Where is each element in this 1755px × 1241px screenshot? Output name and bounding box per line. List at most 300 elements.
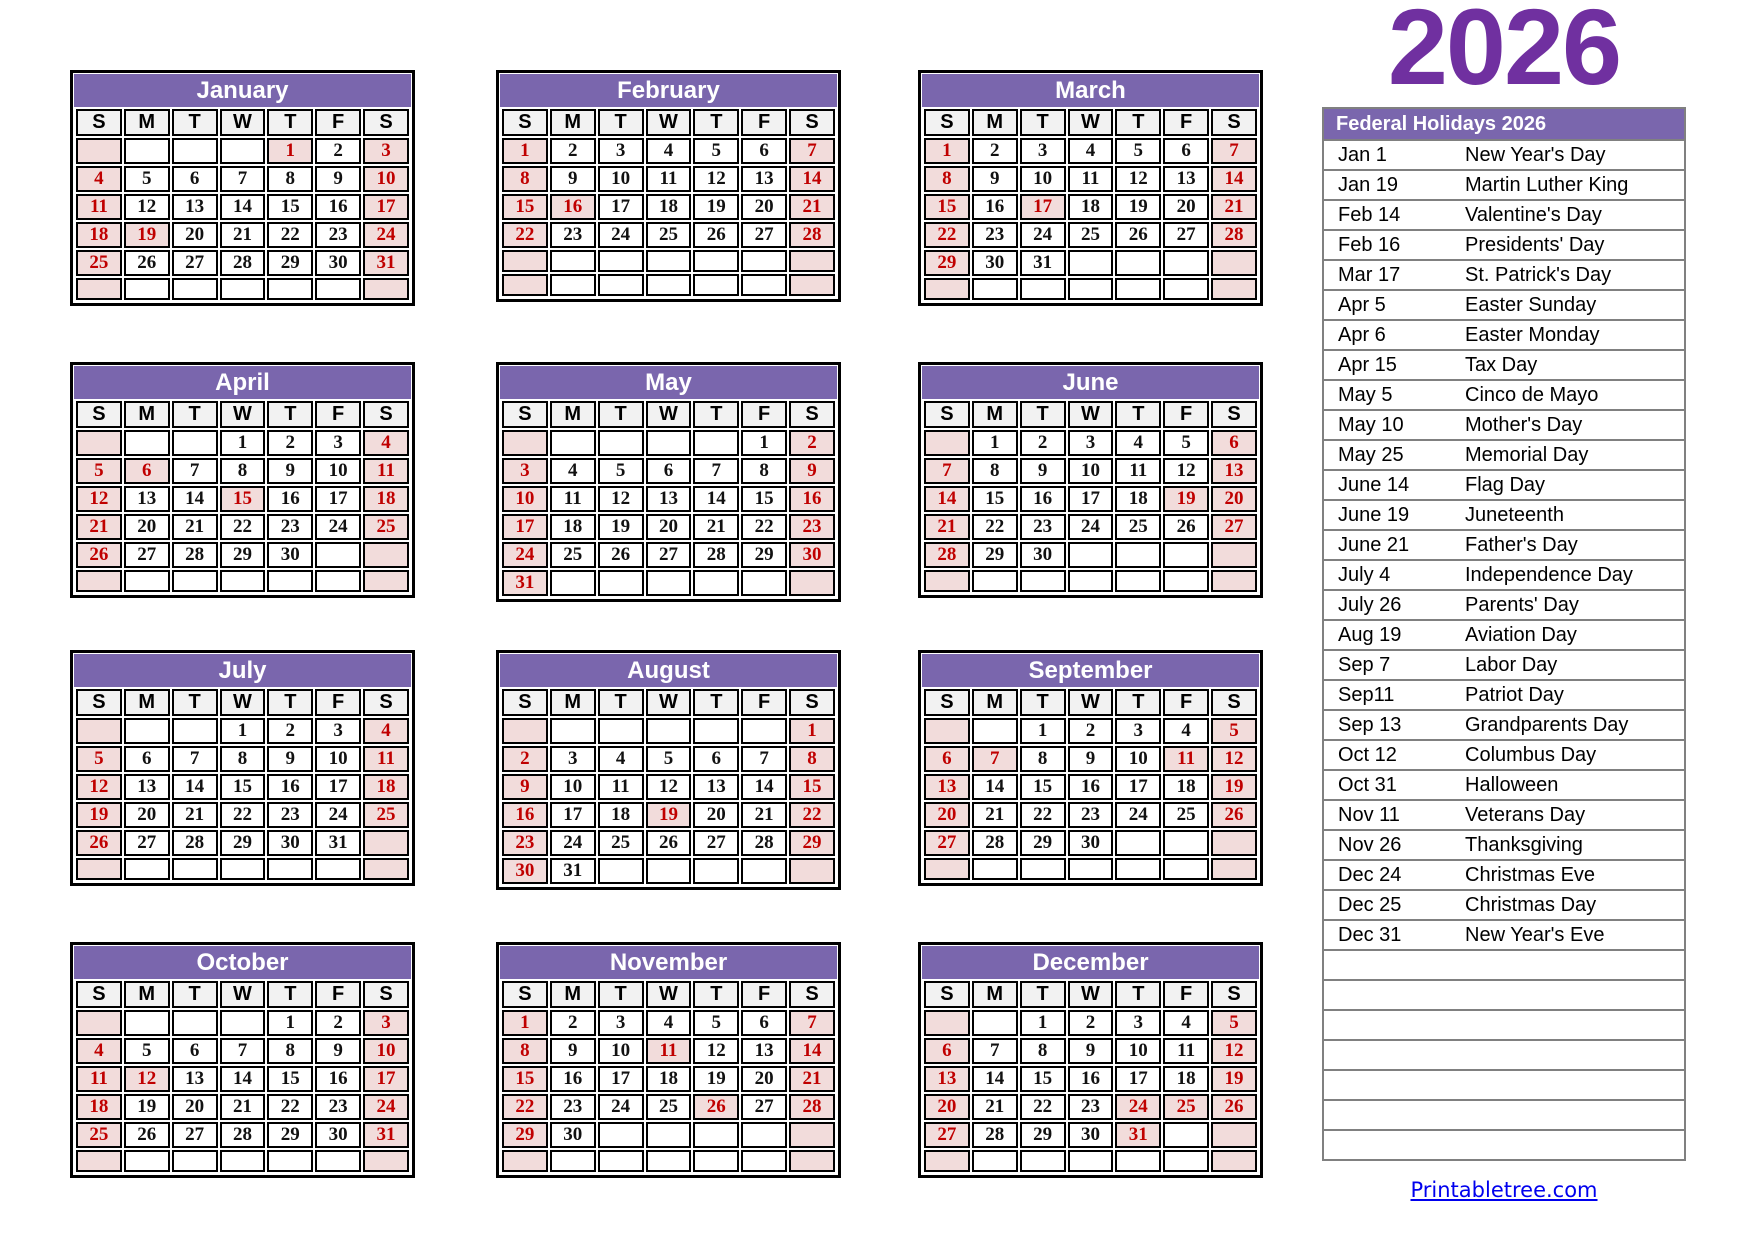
- day-cell: 13: [172, 194, 218, 220]
- empty-cell: [1451, 980, 1685, 1010]
- day-cell: 24: [363, 1094, 409, 1120]
- day-cell: 13: [646, 486, 692, 512]
- day-cell: 14: [972, 1066, 1018, 1092]
- empty-day-cell: [1068, 570, 1114, 592]
- month-title: June: [922, 366, 1259, 399]
- holiday-name: Columbus Day: [1451, 740, 1685, 770]
- empty-day-cell: [789, 858, 835, 884]
- empty-day-cell: [267, 278, 313, 300]
- holiday-name: Independence Day: [1451, 560, 1685, 590]
- day-cell: 9: [550, 1038, 596, 1064]
- day-cell: 14: [972, 774, 1018, 800]
- empty-day-cell: [789, 570, 835, 596]
- day-cell: 10: [363, 166, 409, 192]
- day-cell: 20: [1211, 486, 1257, 512]
- empty-day-cell: [1163, 830, 1209, 856]
- day-cell: 19: [1163, 486, 1209, 512]
- day-cell: 24: [598, 222, 644, 248]
- holiday-row: [1323, 890, 1685, 920]
- day-cell: 27: [172, 1122, 218, 1148]
- weekday-header: W: [646, 689, 692, 716]
- empty-cell: [1451, 1040, 1685, 1070]
- day-cell: 2: [267, 718, 313, 744]
- weekday-header-row: [502, 689, 835, 716]
- empty-day-cell: [1211, 278, 1257, 300]
- holiday-date: Sep 13: [1323, 710, 1451, 740]
- weekday-header: T: [598, 981, 644, 1008]
- day-cell: 15: [267, 1066, 313, 1092]
- day-cell: 2: [972, 138, 1018, 164]
- empty-day-cell: [172, 278, 218, 300]
- holiday-row: [1323, 800, 1685, 830]
- empty-cell: [1323, 1130, 1451, 1160]
- holiday-empty-row: [1323, 1130, 1685, 1160]
- day-cell: 4: [598, 746, 644, 772]
- week-row: [76, 830, 409, 856]
- day-cell: 27: [124, 542, 170, 568]
- empty-day-cell: [76, 1150, 122, 1172]
- week-row: [924, 1038, 1257, 1064]
- day-cell: 23: [267, 514, 313, 540]
- day-cell: 28: [789, 222, 835, 248]
- week-row: [924, 570, 1257, 592]
- day-cell: 8: [789, 746, 835, 772]
- day-cell: 2: [1020, 430, 1066, 456]
- month-grid: [922, 687, 1259, 882]
- holiday-row: [1323, 590, 1685, 620]
- empty-day-cell: [972, 1150, 1018, 1172]
- day-cell: 13: [924, 774, 970, 800]
- empty-day-cell: [220, 570, 266, 592]
- holiday-name: Juneteenth: [1451, 500, 1685, 530]
- weekday-header: W: [220, 689, 266, 716]
- month-grid: [500, 399, 837, 598]
- empty-day-cell: [1068, 858, 1114, 880]
- weekday-header: S: [789, 401, 835, 428]
- day-cell: 24: [1115, 802, 1161, 828]
- empty-day-cell: [1020, 278, 1066, 300]
- holiday-name: New Year's Day: [1451, 140, 1685, 170]
- weekday-header: T: [693, 689, 739, 716]
- empty-day-cell: [1020, 570, 1066, 592]
- day-cell: 24: [363, 222, 409, 248]
- day-cell: 26: [646, 830, 692, 856]
- week-row: [76, 542, 409, 568]
- day-cell: 12: [1163, 458, 1209, 484]
- holiday-row: [1323, 770, 1685, 800]
- month-grid: [500, 107, 837, 298]
- holiday-row: [1323, 470, 1685, 500]
- day-cell: 10: [1115, 746, 1161, 772]
- day-cell: 31: [363, 1122, 409, 1148]
- day-cell: 24: [1068, 514, 1114, 540]
- day-cell: 23: [315, 1094, 361, 1120]
- day-cell: 18: [646, 194, 692, 220]
- day-cell: 13: [172, 1066, 218, 1092]
- week-row: [502, 1122, 835, 1148]
- day-cell: 20: [924, 802, 970, 828]
- empty-day-cell: [972, 278, 1018, 300]
- holiday-row: [1323, 440, 1685, 470]
- day-cell: 14: [789, 166, 835, 192]
- week-row: [502, 166, 835, 192]
- weekday-header: T: [1115, 401, 1161, 428]
- empty-day-cell: [1163, 858, 1209, 880]
- week-row: [924, 194, 1257, 220]
- holiday-row: [1323, 830, 1685, 860]
- month-title: March: [922, 74, 1259, 107]
- empty-day-cell: [76, 430, 122, 456]
- holiday-row: [1323, 200, 1685, 230]
- month-panel-december: [918, 942, 1263, 1178]
- day-cell: 4: [76, 1038, 122, 1064]
- day-cell: 1: [972, 430, 1018, 456]
- day-cell: 25: [598, 830, 644, 856]
- day-cell: 21: [693, 514, 739, 540]
- day-cell: 26: [693, 222, 739, 248]
- week-row: [502, 718, 835, 744]
- day-cell: 1: [220, 718, 266, 744]
- day-cell: 4: [1068, 138, 1114, 164]
- day-cell: 21: [76, 514, 122, 540]
- day-cell: 24: [315, 514, 361, 540]
- day-cell: 2: [315, 1010, 361, 1036]
- holiday-date: Apr 15: [1323, 350, 1451, 380]
- week-row: [76, 774, 409, 800]
- holiday-row: [1323, 410, 1685, 440]
- day-cell: 6: [646, 458, 692, 484]
- day-cell: 15: [220, 486, 266, 512]
- day-cell: 29: [220, 830, 266, 856]
- day-cell: 6: [741, 138, 787, 164]
- day-cell: 16: [267, 774, 313, 800]
- day-cell: 27: [924, 830, 970, 856]
- weekday-header-row: [924, 109, 1257, 136]
- holiday-date: Dec 25: [1323, 890, 1451, 920]
- day-cell: 20: [124, 514, 170, 540]
- holiday-date: Oct 31: [1323, 770, 1451, 800]
- day-cell: 4: [550, 458, 596, 484]
- holiday-row: [1323, 500, 1685, 530]
- day-cell: 1: [1020, 718, 1066, 744]
- day-cell: 16: [315, 1066, 361, 1092]
- day-cell: 31: [550, 858, 596, 884]
- day-cell: 14: [172, 774, 218, 800]
- day-cell: 19: [693, 1066, 739, 1092]
- empty-day-cell: [315, 1150, 361, 1172]
- empty-day-cell: [924, 1010, 970, 1036]
- day-cell: 7: [972, 746, 1018, 772]
- day-cell: 28: [172, 542, 218, 568]
- day-cell: 23: [972, 222, 1018, 248]
- day-cell: 10: [550, 774, 596, 800]
- day-cell: 20: [1163, 194, 1209, 220]
- day-cell: 16: [1068, 1066, 1114, 1092]
- empty-day-cell: [550, 274, 596, 296]
- month-title: May: [500, 366, 837, 399]
- day-cell: 2: [789, 430, 835, 456]
- day-cell: 6: [172, 1038, 218, 1064]
- day-cell: 23: [1020, 514, 1066, 540]
- day-cell: 11: [1163, 746, 1209, 772]
- empty-day-cell: [172, 1010, 218, 1036]
- month-grid: [500, 687, 837, 886]
- empty-day-cell: [924, 858, 970, 880]
- day-cell: 21: [741, 802, 787, 828]
- empty-day-cell: [693, 274, 739, 296]
- weekday-header: S: [363, 689, 409, 716]
- day-cell: 10: [315, 458, 361, 484]
- day-cell: 12: [1211, 746, 1257, 772]
- week-row: [76, 1150, 409, 1172]
- week-row: [76, 802, 409, 828]
- printabletree-link[interactable]: Printabletree.com: [1410, 1178, 1598, 1202]
- day-cell: 25: [646, 1094, 692, 1120]
- weekday-header: S: [789, 109, 835, 136]
- empty-day-cell: [1211, 570, 1257, 592]
- empty-day-cell: [693, 1122, 739, 1148]
- day-cell: 8: [220, 458, 266, 484]
- weekday-header: S: [76, 689, 122, 716]
- holiday-name: Christmas Day: [1451, 890, 1685, 920]
- day-cell: 9: [315, 166, 361, 192]
- day-cell: 28: [172, 830, 218, 856]
- day-cell: 27: [741, 1094, 787, 1120]
- day-cell: 25: [1068, 222, 1114, 248]
- weekday-header: S: [502, 981, 548, 1008]
- day-cell: 22: [1020, 802, 1066, 828]
- day-cell: 10: [363, 1038, 409, 1064]
- day-cell: 15: [1020, 774, 1066, 800]
- day-cell: 28: [693, 542, 739, 568]
- day-cell: 31: [1115, 1122, 1161, 1148]
- weekday-header: W: [1068, 981, 1114, 1008]
- day-cell: 9: [972, 166, 1018, 192]
- empty-day-cell: [1163, 250, 1209, 276]
- weekday-header: T: [267, 401, 313, 428]
- day-cell: 13: [124, 486, 170, 512]
- weekday-header-row: [924, 981, 1257, 1008]
- day-cell: 5: [124, 166, 170, 192]
- day-cell: 26: [124, 1122, 170, 1148]
- week-row: [76, 194, 409, 220]
- day-cell: 22: [220, 802, 266, 828]
- empty-day-cell: [693, 250, 739, 272]
- day-cell: 1: [1020, 1010, 1066, 1036]
- empty-day-cell: [220, 1150, 266, 1172]
- empty-day-cell: [789, 250, 835, 272]
- day-cell: 4: [646, 1010, 692, 1036]
- day-cell: 30: [550, 1122, 596, 1148]
- day-cell: 9: [1020, 458, 1066, 484]
- week-row: [76, 1122, 409, 1148]
- day-cell: 6: [741, 1010, 787, 1036]
- weekday-header: F: [741, 689, 787, 716]
- day-cell: 7: [693, 458, 739, 484]
- holiday-name: Veterans Day: [1451, 800, 1685, 830]
- empty-day-cell: [1068, 250, 1114, 276]
- empty-day-cell: [172, 138, 218, 164]
- weekday-header: M: [550, 689, 596, 716]
- empty-day-cell: [220, 278, 266, 300]
- day-cell: 14: [172, 486, 218, 512]
- day-cell: 11: [550, 486, 596, 512]
- weekday-header: F: [1163, 981, 1209, 1008]
- day-cell: 11: [76, 1066, 122, 1092]
- day-cell: 16: [315, 194, 361, 220]
- weekday-header: W: [646, 109, 692, 136]
- empty-day-cell: [1068, 542, 1114, 568]
- day-cell: 7: [741, 746, 787, 772]
- day-cell: 26: [598, 542, 644, 568]
- weekday-header: S: [363, 401, 409, 428]
- empty-day-cell: [172, 570, 218, 592]
- empty-day-cell: [646, 430, 692, 456]
- week-row: [76, 166, 409, 192]
- week-row: [76, 138, 409, 164]
- holiday-name: Tax Day: [1451, 350, 1685, 380]
- empty-day-cell: [124, 138, 170, 164]
- day-cell: 7: [924, 458, 970, 484]
- week-row: [76, 250, 409, 276]
- empty-day-cell: [646, 858, 692, 884]
- weekday-header: T: [693, 981, 739, 1008]
- empty-day-cell: [693, 718, 739, 744]
- day-cell: 8: [220, 746, 266, 772]
- holiday-date: Oct 12: [1323, 740, 1451, 770]
- weekday-header: M: [124, 981, 170, 1008]
- day-cell: 25: [1163, 1094, 1209, 1120]
- day-cell: 23: [550, 1094, 596, 1120]
- weekday-header: T: [172, 401, 218, 428]
- month-grid: [922, 107, 1259, 302]
- day-cell: 29: [502, 1122, 548, 1148]
- day-cell: 9: [267, 458, 313, 484]
- holiday-date: Apr 5: [1323, 290, 1451, 320]
- day-cell: 27: [1211, 514, 1257, 540]
- holiday-name: New Year's Eve: [1451, 920, 1685, 950]
- weekday-header: M: [550, 109, 596, 136]
- week-row: [76, 278, 409, 300]
- week-row: [76, 458, 409, 484]
- weekday-header: S: [924, 981, 970, 1008]
- day-cell: 22: [502, 222, 548, 248]
- holiday-name: Labor Day: [1451, 650, 1685, 680]
- week-row: [502, 1150, 835, 1172]
- day-cell: 5: [598, 458, 644, 484]
- day-cell: 8: [502, 1038, 548, 1064]
- day-cell: 12: [124, 194, 170, 220]
- day-cell: 8: [741, 458, 787, 484]
- day-cell: 29: [1020, 1122, 1066, 1148]
- day-cell: 16: [1020, 486, 1066, 512]
- empty-day-cell: [741, 274, 787, 296]
- day-cell: 12: [76, 774, 122, 800]
- weekday-header: M: [972, 109, 1018, 136]
- weekday-header: S: [1211, 109, 1257, 136]
- empty-day-cell: [1068, 278, 1114, 300]
- day-cell: 1: [267, 138, 313, 164]
- day-cell: 19: [76, 802, 122, 828]
- day-cell: 27: [646, 542, 692, 568]
- day-cell: 6: [924, 746, 970, 772]
- day-cell: 8: [267, 166, 313, 192]
- weekday-header: S: [924, 689, 970, 716]
- day-cell: 22: [502, 1094, 548, 1120]
- holiday-date: Dec 31: [1323, 920, 1451, 950]
- day-cell: 22: [924, 222, 970, 248]
- weekday-header: F: [1163, 109, 1209, 136]
- empty-day-cell: [1163, 1150, 1209, 1172]
- day-cell: 28: [972, 1122, 1018, 1148]
- weekday-header-row: [76, 689, 409, 716]
- empty-day-cell: [646, 570, 692, 596]
- empty-day-cell: [550, 1150, 596, 1172]
- holiday-date: Nov 26: [1323, 830, 1451, 860]
- day-cell: 13: [124, 774, 170, 800]
- day-cell: 2: [1068, 718, 1114, 744]
- day-cell: 6: [924, 1038, 970, 1064]
- empty-day-cell: [124, 1150, 170, 1172]
- day-cell: 25: [363, 802, 409, 828]
- day-cell: 5: [646, 746, 692, 772]
- holiday-row: [1323, 350, 1685, 380]
- day-cell: 15: [502, 194, 548, 220]
- day-cell: 26: [124, 250, 170, 276]
- day-cell: 15: [924, 194, 970, 220]
- day-cell: 21: [1211, 194, 1257, 220]
- holiday-date: Feb 16: [1323, 230, 1451, 260]
- weekday-header: T: [598, 689, 644, 716]
- day-cell: 10: [1020, 166, 1066, 192]
- day-cell: 5: [1115, 138, 1161, 164]
- week-row: [924, 278, 1257, 300]
- empty-day-cell: [1115, 250, 1161, 276]
- weekday-header: W: [1068, 109, 1114, 136]
- day-cell: 22: [789, 802, 835, 828]
- day-cell: 19: [1115, 194, 1161, 220]
- day-cell: 4: [1115, 430, 1161, 456]
- empty-day-cell: [550, 570, 596, 596]
- weekday-header: S: [502, 689, 548, 716]
- day-cell: 27: [693, 830, 739, 856]
- day-cell: 3: [1115, 718, 1161, 744]
- week-row: [924, 858, 1257, 880]
- week-row: [502, 486, 835, 512]
- day-cell: 25: [363, 514, 409, 540]
- day-cell: 18: [1068, 194, 1114, 220]
- day-cell: 25: [646, 222, 692, 248]
- empty-cell: [1451, 1070, 1685, 1100]
- empty-day-cell: [550, 430, 596, 456]
- day-cell: 29: [267, 1122, 313, 1148]
- day-cell: 5: [693, 1010, 739, 1036]
- day-cell: 8: [1020, 1038, 1066, 1064]
- day-cell: 15: [1020, 1066, 1066, 1092]
- empty-day-cell: [550, 718, 596, 744]
- day-cell: 15: [741, 486, 787, 512]
- holiday-row: [1323, 320, 1685, 350]
- weekday-header: F: [741, 981, 787, 1008]
- day-cell: 21: [172, 802, 218, 828]
- empty-day-cell: [1211, 250, 1257, 276]
- month-title: December: [922, 946, 1259, 979]
- month-panel-march: [918, 70, 1263, 306]
- empty-day-cell: [598, 250, 644, 272]
- day-cell: 24: [1020, 222, 1066, 248]
- day-cell: 1: [502, 138, 548, 164]
- day-cell: 3: [598, 1010, 644, 1036]
